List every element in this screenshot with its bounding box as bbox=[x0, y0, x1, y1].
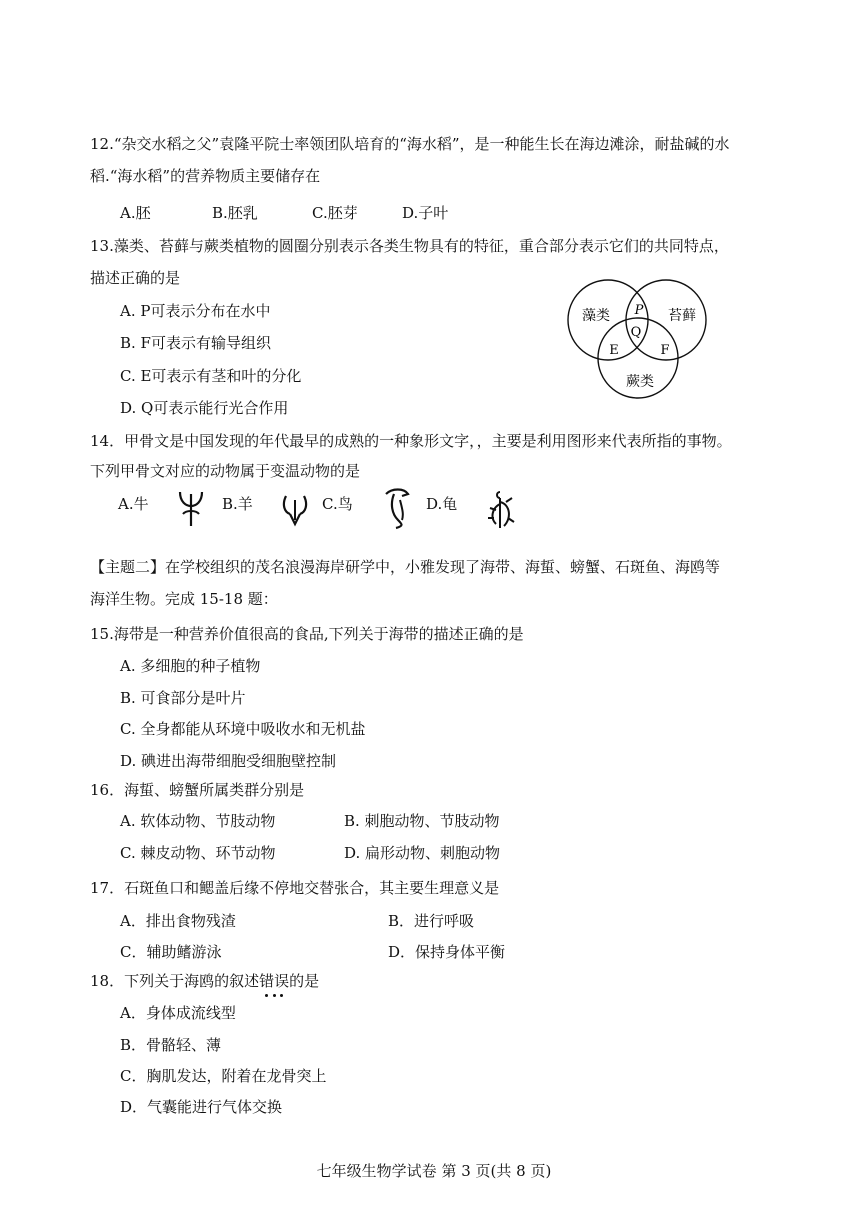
q12-option-c: C.胚芽 bbox=[312, 204, 358, 222]
q15-option-d: D. 碘进出海带细胞受细胞壁控制 bbox=[120, 752, 337, 770]
q14-option-a: A.牛 bbox=[118, 495, 149, 513]
q14-option-c: C.鸟 bbox=[322, 495, 353, 513]
page-footer: 七年级生物学试卷 第 3 页(共 8 页) bbox=[316, 1162, 552, 1180]
venn-label-algae: 藻类 bbox=[582, 308, 610, 324]
q12-stem-line1: 12.“杂交水稻之父”袁隆平院士率领团队培育的“海水稻”，是一种能生长在海边滩涂，耐盐碱的水 bbox=[90, 135, 730, 153]
q12-option-a: A.胚 bbox=[120, 204, 151, 222]
q18-stem-part1: 18．下列关于海鸥的叙述 bbox=[90, 972, 260, 990]
venn-label-f: F bbox=[660, 343, 670, 358]
emphasis-char: 错 bbox=[259, 972, 275, 990]
q16-stem: 16．海蜇、螃蟹所属类群分别是 bbox=[90, 781, 305, 799]
q18-option-d: D．气囊能进行气体交换 bbox=[120, 1098, 283, 1116]
q18-stem-emphasis bbox=[259, 972, 289, 990]
oracle-sheep-glyph bbox=[280, 490, 310, 528]
q13-option-d: D. Q可表示能行光合作用 bbox=[120, 399, 289, 417]
q14-option-b: B.羊 bbox=[222, 495, 253, 513]
theme2-intro-line2: 海洋生物。完成 15-18 题： bbox=[90, 590, 278, 608]
q15-stem: 15.海带是一种营养价值很高的食品,下列关于海带的描述正确的是 bbox=[90, 625, 524, 643]
q12-option-d: D.子叶 bbox=[402, 204, 449, 222]
q18-option-b: B．骨骼轻、薄 bbox=[120, 1036, 222, 1054]
q15-option-a: A. 多细胞的种子植物 bbox=[120, 657, 261, 675]
q17-option-b: B．进行呼吸 bbox=[388, 912, 475, 930]
venn-diagram bbox=[560, 278, 720, 402]
q13-option-a: A. P可表示分布在水中 bbox=[120, 302, 271, 320]
q13-option-b: B. F可表示有输导组织 bbox=[120, 334, 271, 352]
q17-option-a: A．排出食物残渣 bbox=[120, 912, 236, 930]
q18-option-c: C．胸肌发达，附着在龙骨突上 bbox=[120, 1067, 327, 1085]
q14-stem-line2: 下列甲骨文对应的动物属于变温动物的是 bbox=[90, 462, 361, 480]
q13-option-c: C. E可表示有茎和叶的分化 bbox=[120, 367, 302, 385]
q18-option-a: A．身体成流线型 bbox=[120, 1004, 236, 1022]
q14-stem-line1: 14．甲骨文是中国发现的年代最早的成熟的一种象形文字，，主要是利用图形来代表所指的事物。 bbox=[90, 432, 732, 450]
emphasis-char: 误 bbox=[274, 972, 290, 990]
q17-option-c: C．辅助鳍游泳 bbox=[120, 943, 222, 961]
venn-label-fern: 蕨类 bbox=[626, 374, 654, 390]
venn-label-q: Q bbox=[630, 325, 642, 340]
q16-option-a: A. 软体动物、节肢动物 bbox=[120, 812, 276, 830]
q17-stem: 17．石斑鱼口和鳃盖后缘不停地交替张合，其主要生理意义是 bbox=[90, 879, 500, 897]
q15-option-c: C. 全身都能从环境中吸收水和无机盐 bbox=[120, 720, 366, 738]
oracle-bird-glyph bbox=[382, 486, 412, 530]
theme2-intro-line1: 【主题二】在学校组织的茂名浪漫海岸研学中，小雅发现了海带、海蜇、螃蟹、石斑鱼、海鸥等 bbox=[90, 558, 721, 576]
venn-label-e: E bbox=[609, 343, 619, 358]
q16-option-c: C. 棘皮动物、环节动物 bbox=[120, 844, 276, 862]
q18-stem bbox=[90, 971, 319, 991]
venn-label-moss: 苔藓 bbox=[668, 308, 696, 324]
q17-option-d: D．保持身体平衡 bbox=[388, 943, 506, 961]
q13-stem-line2: 描述正确的是 bbox=[90, 269, 181, 287]
q18-stem-part2: 的是 bbox=[289, 972, 320, 990]
q12-stem-line2: 稻.“海水稻”的营养物质主要储存在 bbox=[90, 167, 321, 185]
q12-option-b: B.胚乳 bbox=[212, 204, 258, 222]
q14-option-d: D.龟 bbox=[426, 495, 458, 513]
venn-label-p: P bbox=[634, 303, 644, 318]
oracle-turtle-glyph bbox=[484, 488, 518, 534]
q13-stem-line1: 13.藻类、苔藓与蕨类植物的圆圈分别表示各类生物具有的特征，重合部分表示它们的共同特点， bbox=[90, 237, 729, 255]
q15-option-b: B. 可食部分是叶片 bbox=[120, 689, 246, 707]
q16-option-b: B. 刺胞动物、节肢动物 bbox=[344, 812, 500, 830]
oracle-ox-glyph bbox=[176, 488, 206, 528]
q16-option-d: D. 扁形动物、刺胞动物 bbox=[344, 844, 501, 862]
